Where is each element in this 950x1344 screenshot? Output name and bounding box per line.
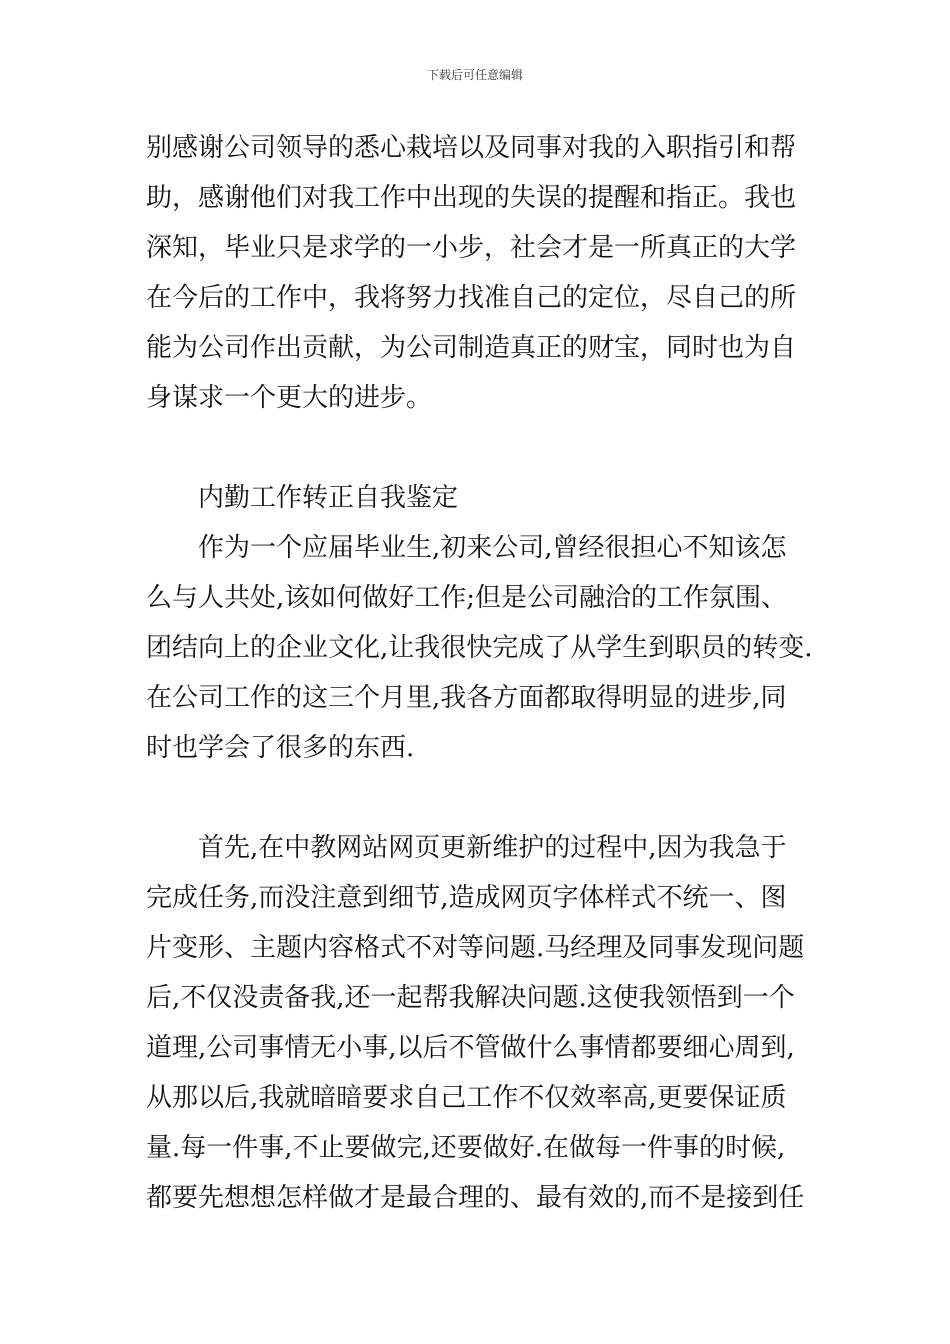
text-line: 道理,公司事情无小事,以后不管做什么事情都要细心周到,: [146, 1033, 795, 1063]
text-line: 作为一个应届毕业生,初来公司,曾经很担心不知该怎: [198, 533, 787, 563]
text-line: 片变形、主题内容格式不对等问题.马经理及同事发现问题: [146, 933, 805, 963]
text-line: 首先,在中教网站网页更新维护的过程中,因为我急于: [198, 833, 787, 863]
section-title: 内勤工作转正自我鉴定: [198, 483, 459, 513]
text-line: 别感谢公司领导的悉心栽培以及同事对我的入职指引和帮: [146, 133, 797, 163]
text-line: 后,不仅没责备我,还一起帮我解决问题.这使我领悟到一个: [146, 983, 795, 1013]
text-line: 都要先想想怎样做才是最合理的、最有效的,而不是接到任: [146, 1183, 805, 1213]
text-line: 么与人共处,该如何做好工作;但是公司融洽的工作氛围、: [146, 583, 788, 613]
text-line: 量.每一件事,不止要做完,还要做好.在做每一件事的时候,: [146, 1133, 786, 1163]
text-line: 身谋求一个更大的进步。: [146, 383, 433, 413]
text-line: 在公司工作的这三个月里,我各方面都取得明显的进步,同: [146, 683, 787, 713]
text-line: 团结向上的企业文化,让我很快完成了从学生到职员的转变.: [146, 633, 813, 663]
text-line: 时也学会了很多的东西.: [146, 733, 415, 763]
text-line: 在今后的工作中，我将努力找准自己的定位，尽自己的所: [146, 283, 797, 313]
header-note: 下载后可任意编辑: [426, 68, 523, 82]
text-line: 从那以后,我就暗暗要求自己工作不仅效率高,更要保证质: [146, 1083, 787, 1113]
text-line: 完成任务,而没注意到细节,造成网页字体样式不统一、图: [146, 883, 787, 913]
text-line: 深知，毕业只是求学的一小步，社会才是一所真正的大学: [146, 233, 797, 263]
text-line: 能为公司作出贡献，为公司制造真正的财宝，同时也为自: [146, 333, 797, 363]
text-line: 助，感谢他们对我工作中出现的失误的提醒和指正。我也: [146, 183, 797, 213]
